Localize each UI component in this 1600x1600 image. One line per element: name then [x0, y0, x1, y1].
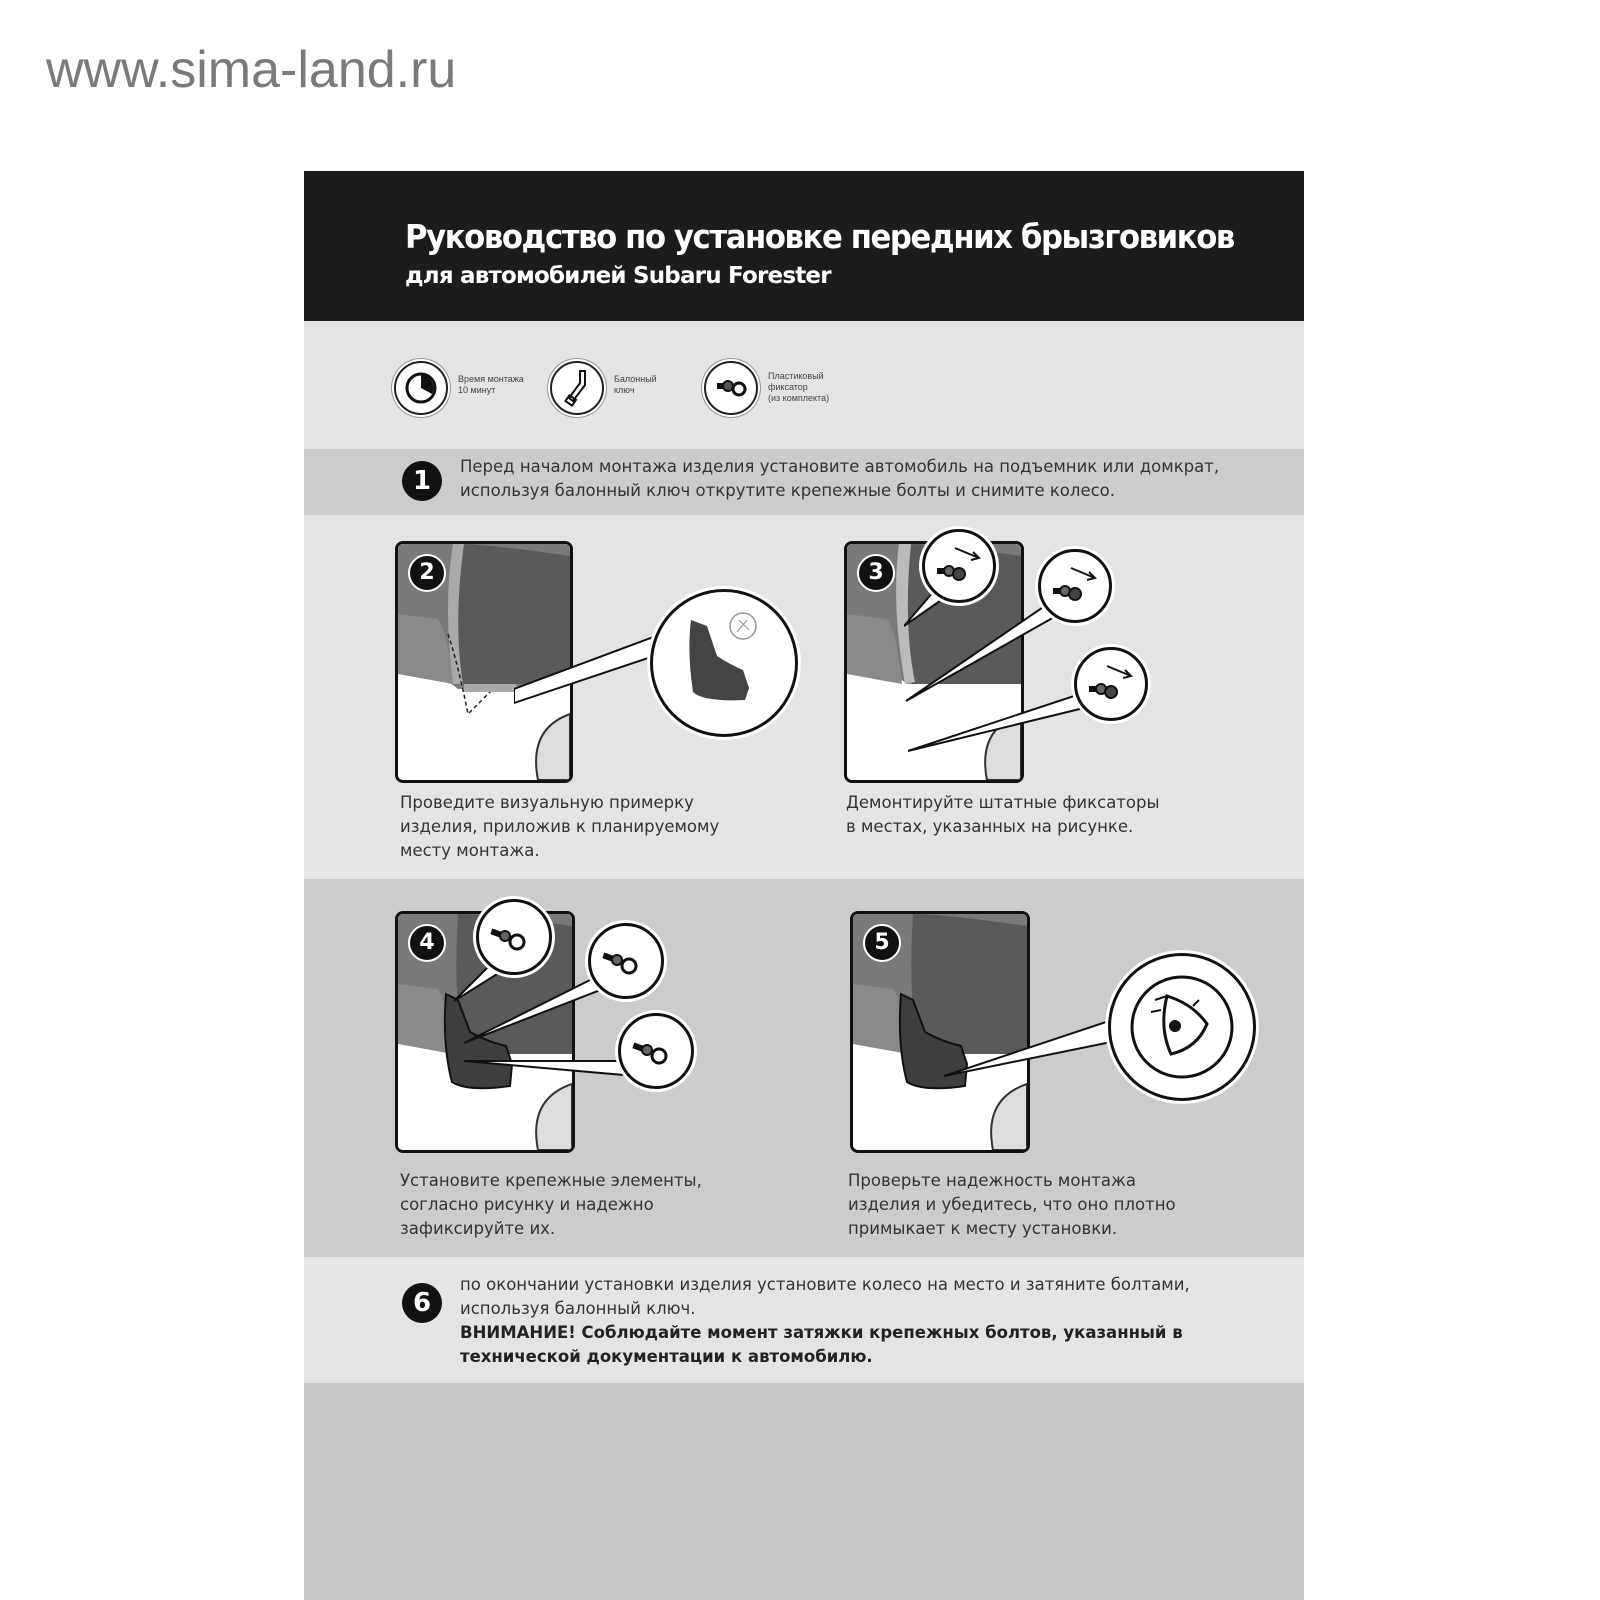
tool-fastener-label-3: (из комплекта)	[768, 393, 830, 403]
step2-line1: Проведите визуальную примерку	[400, 793, 694, 812]
step3-line2: в местах, указанных на рисунке.	[846, 817, 1134, 836]
page-title: Руководство по установке передних брызговиков	[405, 217, 1234, 256]
step1-text	[460, 455, 1219, 503]
step4-callout-3	[618, 1013, 694, 1089]
step3-number: 3	[857, 554, 895, 592]
step3-pointers	[904, 571, 1164, 891]
step5-number: 5	[863, 924, 901, 962]
step6-warning-line2: технической документации к автомобилю.	[460, 1347, 873, 1366]
step5-text	[848, 1169, 1176, 1241]
fastener-icon	[704, 361, 758, 415]
step4-number: 4	[408, 924, 446, 962]
step2-line2: изделия, приложив к планируемому	[400, 817, 720, 836]
tool-fastener-label-1: Пластиковый	[768, 371, 824, 381]
tool-wrench-label-2: ключ	[614, 385, 635, 395]
step6-line2: используя балонный ключ.	[460, 1299, 696, 1318]
header-bar	[304, 171, 1304, 321]
step4-callout-2	[588, 923, 664, 999]
eye-icon	[1111, 956, 1253, 1098]
footer-band	[304, 1383, 1304, 1600]
step3-callout-2	[1038, 549, 1112, 623]
step6-number: 6	[402, 1283, 442, 1323]
step4-line2: согласно рисунку и надежно	[400, 1195, 654, 1214]
tool-time-label-2: 10 минут	[458, 385, 496, 395]
page-subtitle: для автомобилей Subaru Forester	[405, 263, 831, 289]
step2-line3: месту монтажа.	[400, 841, 540, 860]
step5-line2: изделия и убедитесь, что оно плотно	[848, 1195, 1176, 1214]
step5-line3: примыкает к месту установки.	[848, 1219, 1118, 1238]
step1-line2: используя балонный ключ открутите крепежные болты и снимите колесо.	[460, 481, 1116, 500]
step3-line1: Демонтируйте штатные фиксаторы	[846, 793, 1160, 812]
step5-callout	[1108, 953, 1256, 1101]
step4-line1: Установите крепежные элементы,	[400, 1171, 702, 1190]
site-watermark: www.sima-land.ru	[46, 41, 457, 99]
step5-line1: Проверьте надежность монтажа	[848, 1171, 1136, 1190]
step1-line1: Перед началом монтажа изделия установите автомобиль на подъемник или домкрат,	[460, 457, 1220, 476]
step3-callout-1	[922, 529, 996, 603]
step2-number: 2	[408, 554, 446, 592]
step4-line3: зафиксируйте их.	[400, 1219, 556, 1238]
step4-text	[400, 1169, 702, 1241]
step6-text	[460, 1273, 1190, 1369]
tool-time-label-1: Время монтажа	[458, 374, 524, 384]
wrench-icon	[550, 361, 604, 415]
step6-line1: по окончании установки изделия установите колесо на место и затяните болтами,	[460, 1275, 1190, 1294]
step4-callout-1	[476, 899, 552, 975]
step2-text	[400, 791, 719, 863]
step3-callout-3	[1074, 647, 1148, 721]
clock-icon	[394, 361, 448, 415]
tool-wrench-label-1: Балонный	[614, 374, 657, 384]
step1-number: 1	[402, 461, 442, 501]
step3-text	[846, 791, 1160, 839]
step6-warning-line1: ВНИМАНИЕ! Соблюдайте момент затяжки крепежных болтов, указанный в	[460, 1323, 1183, 1342]
step2-callout	[650, 589, 798, 737]
instruction-sheet	[304, 171, 1304, 1600]
tool-fastener-label-2: фиксатор	[768, 382, 808, 392]
